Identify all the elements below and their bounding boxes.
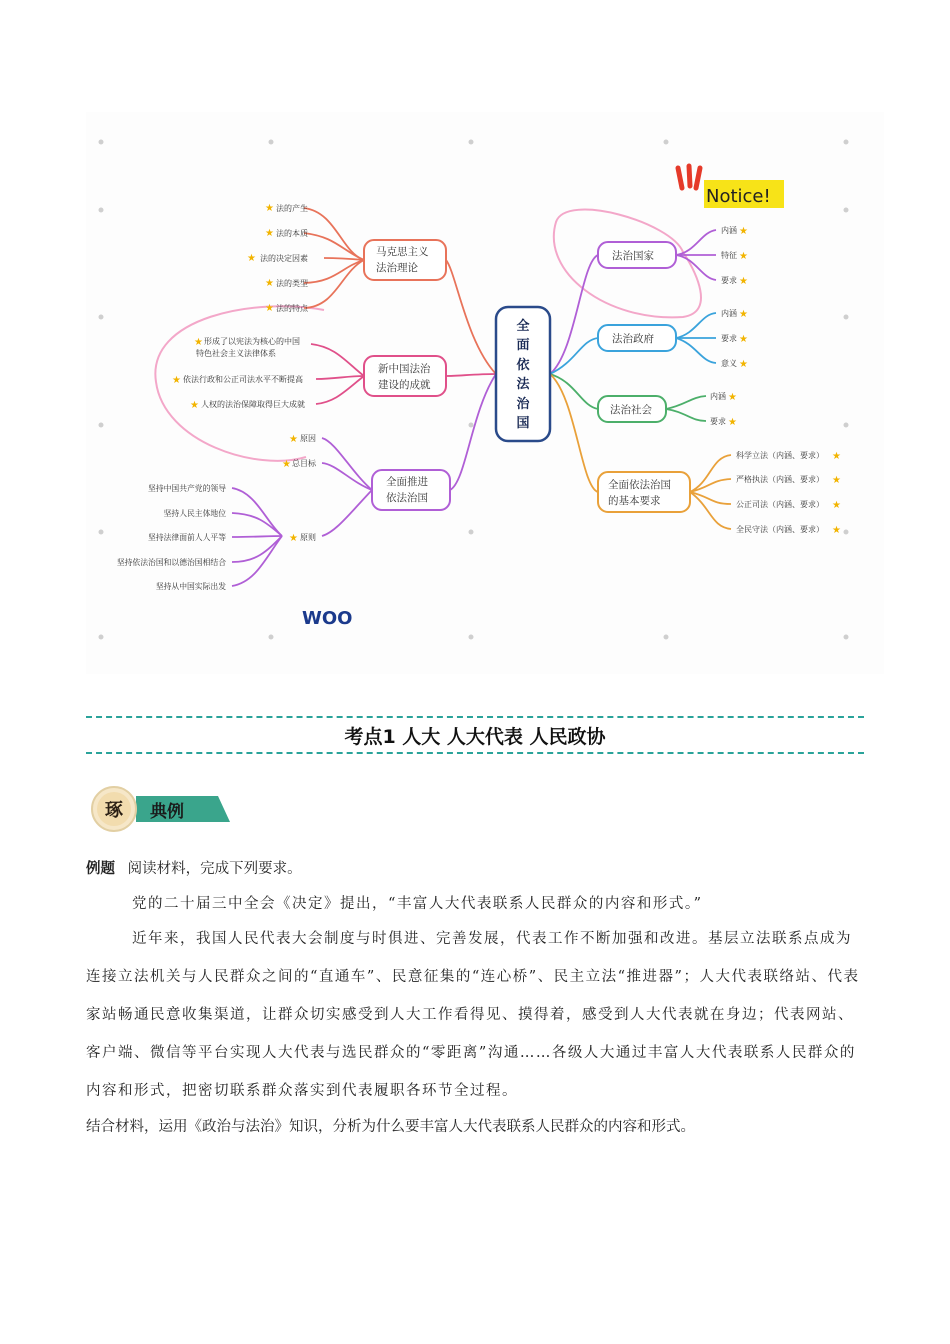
center-char: 面 (516, 338, 530, 353)
question-text: 结合材料，运用《政治与法治》知识，分析为什么要丰富人大代表联系人民群众的内容和形式。 (86, 1119, 695, 1135)
node-promote-line2: 依法治国 (386, 492, 428, 504)
star-icon: ★ (265, 278, 274, 289)
mind-map-figure (86, 112, 884, 674)
section-title: 考点1 人大 人大代表 人民政协 (344, 726, 606, 748)
example-label: 例题 (86, 861, 115, 877)
notice-sticker (678, 166, 784, 208)
leaf-principles: 原则 (300, 533, 316, 542)
node-rule-of-law-society: 法治社会 (610, 404, 652, 416)
notice-text: Notice! (706, 186, 771, 207)
node-basic-requirements-line2: 的基本要求 (608, 495, 661, 507)
example-prompt: 阅读材料，完成下列要求。 (127, 861, 302, 877)
node-rule-of-law-government: 法治政府 (612, 333, 654, 345)
leaf-legal-system-line2: 特色社会主义法律体系 (196, 349, 276, 358)
leaf-requirements: 要求 (721, 334, 737, 343)
star-icon: ★ (832, 451, 841, 462)
leaf-administration: 依法行政和公正司法水平不断提高 (183, 375, 303, 384)
svg-text:WOO: WOO (302, 608, 353, 629)
star-icon: ★ (832, 475, 841, 486)
leaf-law-abiding: 全民守法（内涵、要求） (736, 525, 824, 534)
center-char: 法 (516, 377, 530, 392)
leaf-principle: 坚持依法治国和以德治国相结合 (116, 558, 226, 567)
star-icon: ★ (739, 251, 748, 262)
leaf-connotation: 内涵 (721, 309, 737, 318)
leaf-law-determinants: 法的决定因素 (260, 254, 308, 263)
leaf-reason: 原因 (300, 434, 316, 443)
divider (86, 752, 864, 754)
star-icon: ★ (247, 253, 256, 264)
leaf-requirements: 要求 (710, 417, 726, 426)
center-char: 国 (516, 416, 530, 431)
example-prompt-line (86, 850, 866, 888)
leaf-overall-goal: 总目标 (292, 459, 316, 468)
woo-logo (302, 608, 352, 629)
badge-seal: 琢 (105, 800, 123, 821)
star-icon: ★ (832, 525, 841, 536)
leaf-significance: 意义 (721, 359, 737, 368)
leaf-requirements: 要求 (721, 276, 737, 285)
node-achievements-line1: 新中国法治 (378, 363, 431, 375)
node-marxism-line1: 马克思主义 (376, 246, 429, 258)
example-badge (88, 784, 233, 834)
material-para-1: 党的二十届三中全会《决定》提出，“丰富人大代表联系人民群众的内容和形式。” (132, 896, 703, 912)
leaf-connotation: 内涵 (710, 392, 726, 401)
star-icon: ★ (265, 228, 274, 239)
star-icon: ★ (172, 375, 181, 386)
star-icon: ★ (265, 203, 274, 214)
leaf-principle: 坚持人民主体地位 (163, 509, 226, 518)
leaf-characteristics: 特征 (721, 251, 737, 260)
node-rule-of-law-state: 法治国家 (612, 250, 654, 262)
star-icon: ★ (739, 226, 748, 237)
leaf-principle: 坚持从中国实际出发 (155, 582, 226, 591)
leaf-strict-enforcement: 严格执法（内涵、要求） (736, 475, 824, 484)
star-icon: ★ (739, 309, 748, 320)
center-char: 全 (516, 319, 530, 334)
node-basic-requirements-line1: 全面依法治国 (608, 479, 671, 491)
leaf-human-rights: 人权的法治保障取得巨大成就 (201, 400, 305, 409)
leaf-law-types: 法的类型 (276, 279, 308, 288)
star-icon: ★ (265, 303, 274, 314)
leaf-fair-justice: 公正司法（内涵、要求） (736, 500, 824, 509)
star-icon: ★ (190, 400, 199, 411)
star-icon: ★ (832, 500, 841, 511)
leaf-scientific-legislation: 科学立法（内涵、要求） (736, 451, 824, 460)
star-icon: ★ (289, 434, 298, 445)
material-para-2: 近年来，我国人民代表大会制度与时俱进、完善发展，代表工作不断加强和改进。基层立法联系点成为连接立法机关与人民群众之间的“直通车”、民意征集的“连心桥”、民主立法“推进器”；人大代表联络站、代表家站畅通民意收集渠道，让群众切实感受到人大工作看得见、摸得着，感受到人大代表就在身边；代表网站、客户端、微信等平台实现人大代表与选民群众的“零距离”沟通……各级人大通过丰富人大代表联系人民群众的内容和形式，把密切联系群众落实到代表履职各环节全过程。 (86, 931, 860, 1099)
node-promote-line1: 全面推进 (386, 476, 428, 488)
divider (86, 716, 864, 718)
section-heading (86, 716, 864, 754)
center-char: 治 (516, 397, 530, 412)
leaf-legal-system-line1: 形成了以宪法为核心的中国 (204, 337, 300, 346)
star-icon: ★ (739, 359, 748, 370)
leaf-law-essence: 法的本质 (276, 229, 308, 238)
star-icon: ★ (728, 417, 737, 428)
leaf-law-features: 法的特点 (276, 304, 308, 313)
star-icon: ★ (739, 276, 748, 287)
star-icon: ★ (728, 392, 737, 403)
star-icon: ★ (289, 533, 298, 544)
star-icon: ★ (194, 337, 203, 348)
node-marxism-line2: 法治理论 (376, 262, 418, 274)
node-achievements-line2: 建设的成就 (378, 379, 431, 391)
badge-text: 典例 (150, 802, 184, 822)
leaf-principle: 坚持中国共产党的领导 (148, 484, 226, 493)
leaf-principle: 坚持法律面前人人平等 (148, 533, 226, 542)
star-icon: ★ (739, 334, 748, 345)
leaf-connotation: 内涵 (721, 226, 737, 235)
star-icon: ★ (282, 459, 291, 470)
center-char: 依 (516, 358, 530, 373)
leaf-law-origin: 法的产生 (276, 204, 308, 213)
